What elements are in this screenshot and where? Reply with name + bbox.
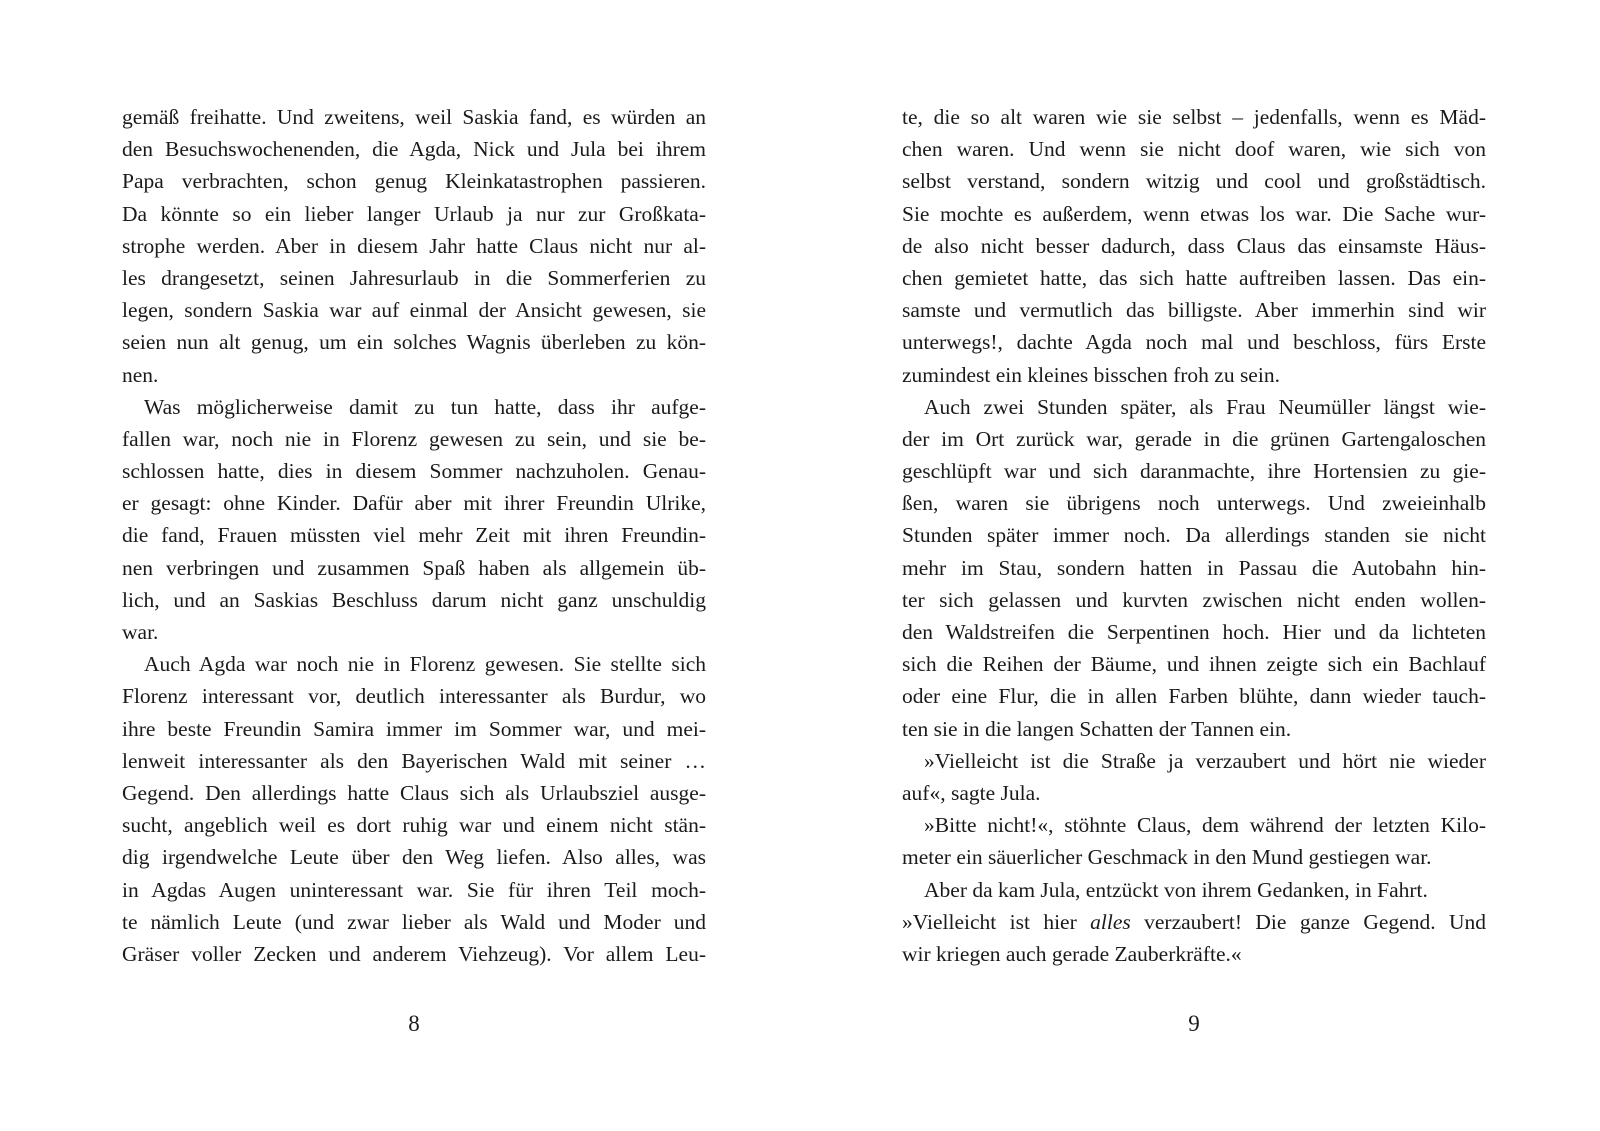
text-line: chen waren. Und wenn sie nicht doof waren, wie sich von	[902, 137, 1486, 162]
text-line: mehr im Stau, sondern hatten in Passau die Autobahn hin-	[902, 555, 1486, 580]
text-line: den Waldstreifen die Serpentinen hoch. Hier und da lichteten	[902, 620, 1486, 644]
text-line: schlossen hatte, dies in diesem Sommer nachzuholen. Genau-	[122, 459, 706, 484]
text-line: selbst verstand, sondern witzig und cool und großstädtisch.	[902, 169, 1486, 194]
emphasis-text: alles	[1090, 909, 1131, 934]
right-page	[902, 101, 1486, 970]
text-line: lenweit interessanter als den Bayerischen Wald mit seiner …	[122, 748, 706, 773]
text-line: Sie mochte es außerdem, wenn etwas los war. Die Sache wur-	[902, 201, 1486, 226]
text-line: »Vielleicht ist die Straße ja verzaubert und hört nie wieder	[924, 748, 1486, 773]
text-line: oder eine Flur, die in allen Farben blühte, dann wieder tauch-	[902, 684, 1486, 709]
text-line: les drangesetzt, seinen Jahresurlaub in die Sommerferien zu	[122, 265, 706, 290]
text-line: war.	[122, 620, 159, 644]
text-line: Auch Agda war noch nie in Florenz gewesen. Sie stellte sich	[144, 652, 706, 677]
text-line: zumindest ein kleines bisschen froh zu sein.	[902, 362, 1280, 387]
text-line: Da könnte so ein lieber langer Urlaub ja nur zur Großkata-	[122, 201, 706, 226]
text-line: nen.	[122, 362, 159, 387]
text-line: Papa verbrachten, schon genug Kleinkatastrophen passieren.	[122, 169, 706, 194]
text-line: ßen, waren sie übrigens noch unterwegs. Und zweieinhalb	[902, 491, 1486, 516]
text-line: sucht, angeblich weil es dort ruhig war und einem nicht stän-	[122, 813, 706, 838]
page-number-right: 9	[1188, 1011, 1200, 1036]
text-line: legen, sondern Saskia war auf einmal der Ansicht gewesen, sie	[122, 298, 706, 323]
text-line: wir kriegen auch gerade Zauberkräfte.«	[902, 941, 1242, 966]
text-line: auf«, sagte Jula.	[902, 780, 1041, 805]
text-line: de also nicht besser dadurch, dass Claus das einsamste Häus-	[902, 233, 1486, 258]
text-line: chen gemietet hatte, das sich hatte auftreiben lassen. Das ein-	[902, 265, 1486, 290]
text-line: Stunden später immer noch. Da allerdings standen sie nicht	[902, 523, 1486, 548]
text-line: Florenz interessant vor, deutlich interessanter als Burdur, wo	[122, 684, 706, 709]
text-line: Was möglicherweise damit zu tun hatte, dass ihr aufge-	[144, 394, 706, 419]
text-line: sich die Reihen der Bäume, und ihnen zeigte sich ein Bachlauf	[902, 652, 1486, 677]
text-line: te nämlich Leute (und zwar lieber als Wald und Moder und	[122, 909, 706, 934]
text-line: seien nun alt genug, um ein solches Wagnis überleben zu kön-	[122, 330, 706, 355]
text-line: gemäß freihatte. Und zweitens, weil Saskia fand, es würden an	[122, 105, 706, 129]
text-line: fallen war, noch nie in Florenz gewesen zu sein, und sie be-	[122, 426, 706, 451]
left-page	[122, 101, 706, 970]
text-line: »Bitte nicht!«, stöhnte Claus, dem während der letzten Kilo-	[924, 813, 1486, 838]
text-line: nen verbringen und zusammen Spaß haben als allgemein üb-	[122, 555, 706, 580]
text-line: meter ein säuerlicher Geschmack in den Mund gestiegen war.	[902, 845, 1432, 870]
text-line: ter sich gelassen und kurvten zwischen nicht enden wollen-	[902, 587, 1486, 612]
text-line: dig irgendwelche Leute über den Weg liefen. Also alles, was	[122, 845, 706, 870]
text-line: Auch zwei Stunden später, als Frau Neumüller längst wie-	[924, 394, 1486, 419]
text-line: Aber da kam Jula, entzückt von ihrem Gedanken, in Fahrt.	[924, 877, 1428, 902]
text-line: er gesagt: ohne Kinder. Dafür aber mit ihrer Freundin Ulrike,	[122, 491, 706, 516]
text-line: ten sie in die langen Schatten der Tannen ein.	[902, 716, 1292, 741]
text-line: den Besuchswochenenden, die Agda, Nick und Jula bei ihrem	[122, 137, 706, 162]
text-line: ihre beste Freundin Samira immer im Sommer war, und mei-	[122, 716, 706, 741]
text-line: samste und vermutlich das billigste. Aber immerhin sind wir	[902, 298, 1486, 323]
text-line: der im Ort zurück war, gerade in die grünen Gartengaloschen	[902, 426, 1486, 451]
text-line: geschlüpft war und sich daranmachte, ihre Hortensien zu gie-	[902, 459, 1486, 484]
text-line: »Vielleicht ist hier alles verzaubert! Die ganze Gegend. Und	[902, 909, 1486, 934]
text-line: Gegend. Den allerdings hatte Claus sich als Urlaubsziel ausge-	[122, 780, 706, 805]
text-line: strophe werden. Aber in diesem Jahr hatte Claus nicht nur al-	[122, 233, 706, 258]
text-line: te, die so alt waren wie sie selbst – jedenfalls, wenn es Mäd-	[902, 105, 1486, 129]
text-line: in Agdas Augen uninteressant war. Sie für ihren Teil moch-	[122, 877, 706, 902]
text-line: Gräser voller Zecken und anderem Viehzeug). Vor allem Leu-	[122, 941, 706, 966]
text-line: unterwegs!, dachte Agda noch mal und beschloss, fürs Erste	[902, 330, 1486, 355]
text-line: die fand, Frauen müssten viel mehr Zeit mit ihren Freundin-	[122, 523, 706, 548]
page-number-left: 8	[408, 1011, 420, 1036]
text-line: lich, und an Saskias Beschluss darum nicht ganz unschuldig	[122, 587, 706, 612]
